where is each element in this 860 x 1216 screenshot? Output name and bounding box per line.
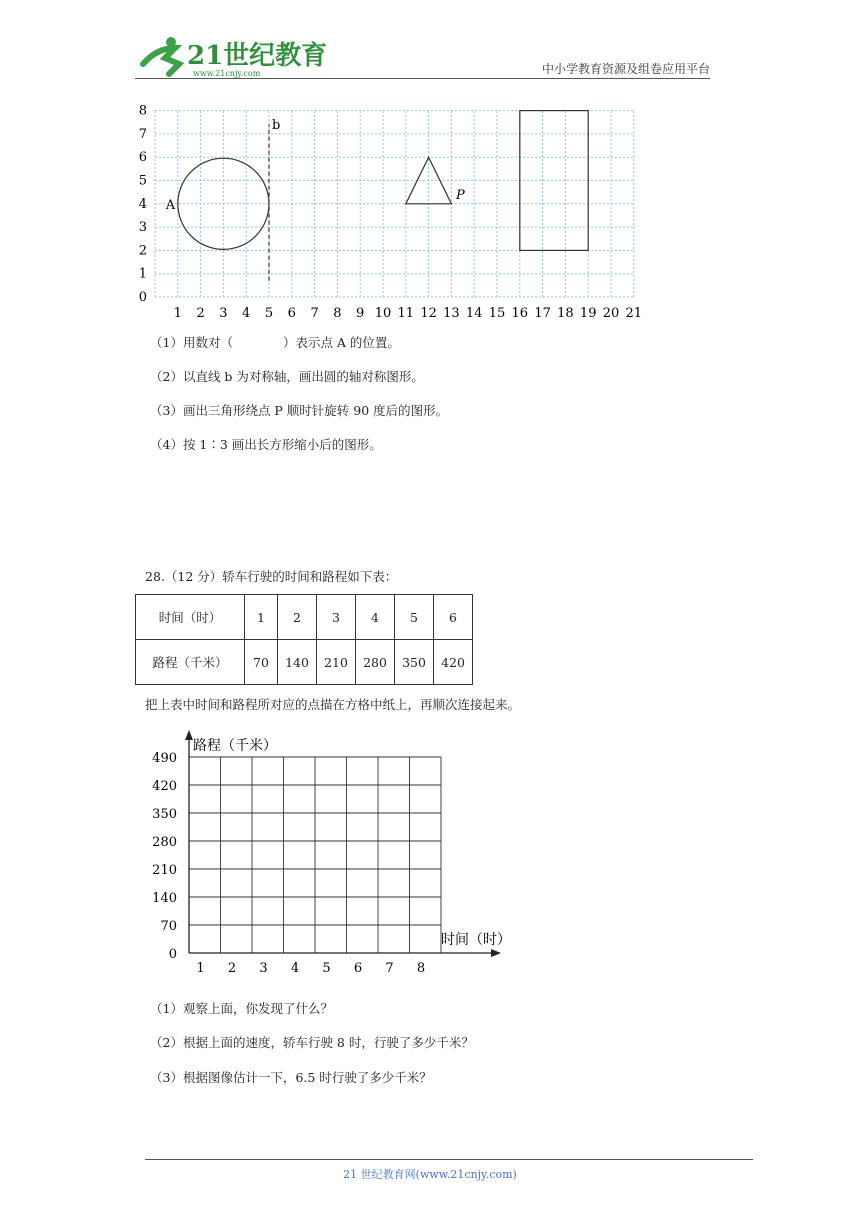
logo-text: 21世纪教育 [187, 41, 328, 71]
graph-x-tick-label: 8 [416, 961, 426, 976]
y-axis-arrow-icon [185, 730, 193, 740]
q28-item-3: （3）根据图像估计一下，6.5 时行驶了多少千米？ [150, 1070, 432, 1085]
y-tick-label: 8 [138, 103, 147, 119]
x-tick-label: 1 [173, 306, 182, 321]
x-tick-label: 9 [356, 306, 365, 321]
graph-grid [189, 757, 441, 953]
table-cell: 1 [245, 595, 278, 640]
logo [135, 34, 335, 80]
table-row-time [136, 595, 473, 640]
x-tick-label: 14 [465, 306, 483, 321]
coordinate-grid-figure [135, 95, 655, 325]
table-cell: 2 [278, 595, 317, 640]
table-cell: 140 [278, 640, 317, 685]
graph-y-tick-label: 70 [160, 919, 177, 934]
x-tick-label: 10 [374, 306, 392, 321]
y-tick-label: 5 [138, 173, 147, 189]
q28-title: 28.（12 分）轿车行驶的时间和路程如下表： [145, 569, 398, 584]
graph-x-tick-label: 3 [259, 961, 268, 976]
footer-divider [145, 1159, 753, 1160]
q27-item-2: （2）以直线 b 为对称轴，画出圆的轴对称图形。 [150, 369, 424, 384]
graph-y-tick-label: 140 [152, 891, 177, 906]
site-title: 中小学教育资源及组卷应用平台 [541, 62, 710, 76]
x-tick-label: 6 [287, 306, 296, 321]
graph-x-tick-label: 1 [196, 961, 205, 976]
x-tick-label: 20 [602, 306, 620, 321]
q28-item-1: （1）观察上面，你发现了什么？ [150, 1001, 333, 1016]
x-tick-label: 18 [557, 306, 574, 321]
table-cell: 70 [245, 640, 278, 685]
x-axis-arrow-icon [491, 949, 501, 957]
x-tick-label: 2 [196, 306, 205, 321]
point-p-label: P [455, 188, 465, 204]
logo-url: www.21cnjy.com [193, 69, 261, 78]
table-cell: 420 [434, 640, 473, 685]
x-axis-title: 时间（时） [441, 932, 511, 948]
rectangle-shape [520, 111, 588, 251]
table-cell: 6 [434, 595, 473, 640]
q27-item-1: （1）用数对（ ）表示点 A 的位置。 [150, 335, 400, 350]
q27-item-4: （4）按 1∶3 画出长方形缩小后的图形。 [150, 437, 382, 452]
graph-y-tick-label: 350 [152, 807, 177, 822]
y-tick-label: 0 [138, 290, 147, 305]
table-cell: 5 [395, 595, 434, 640]
q28-instruction: 把上表中时间和路程所对应的点描在方格中纸上，再顺次连接起来。 [145, 697, 521, 712]
graph-y-tick-label: 420 [152, 779, 177, 794]
graph-x-tick-label: 7 [385, 961, 394, 976]
y-tick-label: 2 [138, 243, 147, 259]
table-row-distance [136, 640, 473, 685]
x-tick-label: 12 [420, 306, 437, 321]
table-cell: 4 [356, 595, 395, 640]
x-tick-label: 13 [443, 306, 460, 321]
table-cell: 210 [317, 640, 356, 685]
x-tick-label: 15 [488, 306, 506, 321]
y-tick-label: 6 [138, 150, 147, 166]
x-tick-label: 3 [219, 306, 228, 321]
graph-x-tick-label: 6 [353, 961, 363, 976]
graph-x-tick-label: 4 [290, 961, 300, 976]
y-tick-label: 3 [138, 220, 147, 236]
table-cell: 350 [395, 640, 434, 685]
grid-tick-labels [139, 104, 642, 321]
y-axis-title: 路程（千米） [193, 738, 277, 754]
x-tick-label: 5 [264, 306, 274, 321]
point-a-label: A [165, 197, 176, 213]
x-tick-label: 19 [579, 306, 597, 321]
y-tick-label: 4 [138, 196, 147, 212]
graph-y-tick-label: 210 [152, 863, 177, 878]
table-header-time: 时间（时） [136, 595, 245, 640]
y-tick-label: 7 [138, 126, 147, 142]
graph-x-tick-label: 2 [227, 961, 237, 976]
graph-y-tick-label: 280 [152, 835, 177, 850]
logo-runner-icon [135, 34, 335, 80]
graph-y-tick-label: 0 [168, 947, 177, 962]
q28-item-2: （2）根据上面的速度，轿车行驶 8 时，行驶了多少千米？ [150, 1035, 474, 1050]
graph-y-tick-label: 490 [152, 751, 177, 766]
x-tick-label: 11 [397, 306, 415, 321]
table-header-distance: 路程（千米） [136, 640, 245, 685]
header-divider [135, 78, 710, 79]
x-tick-label: 21 [625, 306, 643, 321]
graph-x-tick-label: 5 [322, 961, 331, 976]
q27-item-3: （3）画出三角形绕点 P 顺时针旋转 90 度后的图形。 [150, 403, 449, 418]
x-tick-label: 8 [333, 306, 342, 321]
time-distance-table [135, 594, 473, 685]
x-tick-label: 7 [310, 306, 319, 321]
y-tick-label: 1 [138, 266, 147, 282]
grid-lines [155, 111, 634, 297]
line-b-label: b [272, 118, 281, 134]
table-cell: 3 [317, 595, 356, 640]
distance-time-graph [145, 728, 525, 978]
x-tick-label: 17 [534, 306, 551, 321]
footer-text: 21 世纪教育网(www.21cnjy.com) [343, 1168, 517, 1181]
x-tick-label: 16 [511, 306, 529, 321]
x-tick-label: 4 [242, 306, 251, 321]
table-cell: 280 [356, 640, 395, 685]
